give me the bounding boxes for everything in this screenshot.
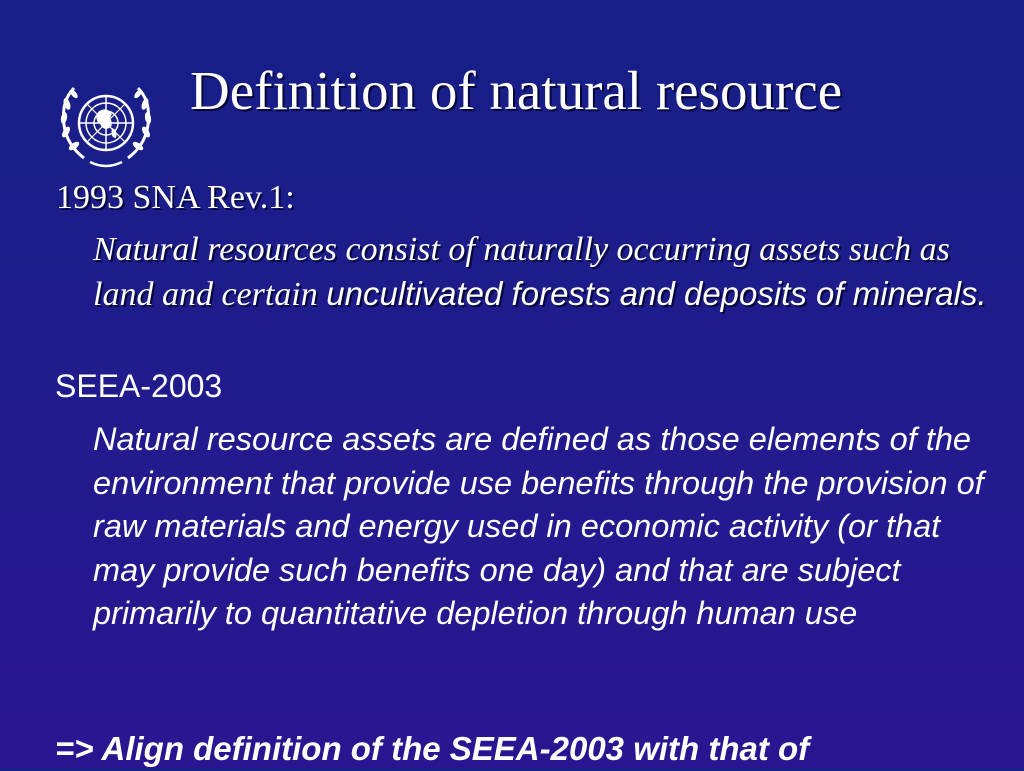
seea-definition: Natural resource assets are defined as those elements of the environment that provide use benefits through the provision of raw materials and energy used in economic activity (or that may provide such benefits one day) and that are subject primarily to quantitative depletion through human use [93,421,984,631]
conclusion-text: => Align definition of the SEEA-2003 with that of [55,730,810,767]
sna-definition [93,228,993,317]
section-heading-sna: 1993 SNA Rev.1: [56,179,295,216]
section-heading-seea: SEEA-2003 [55,368,223,404]
slide-title: Definition of natural resource [190,60,843,121]
sna-definition-serif-part: Natural resources consist of naturally occurring assets such as land and certain [93,231,950,313]
sna-definition-sans-part: uncultivated forests and deposits of minerals. [326,275,987,312]
un-emblem-icon [50,76,162,172]
